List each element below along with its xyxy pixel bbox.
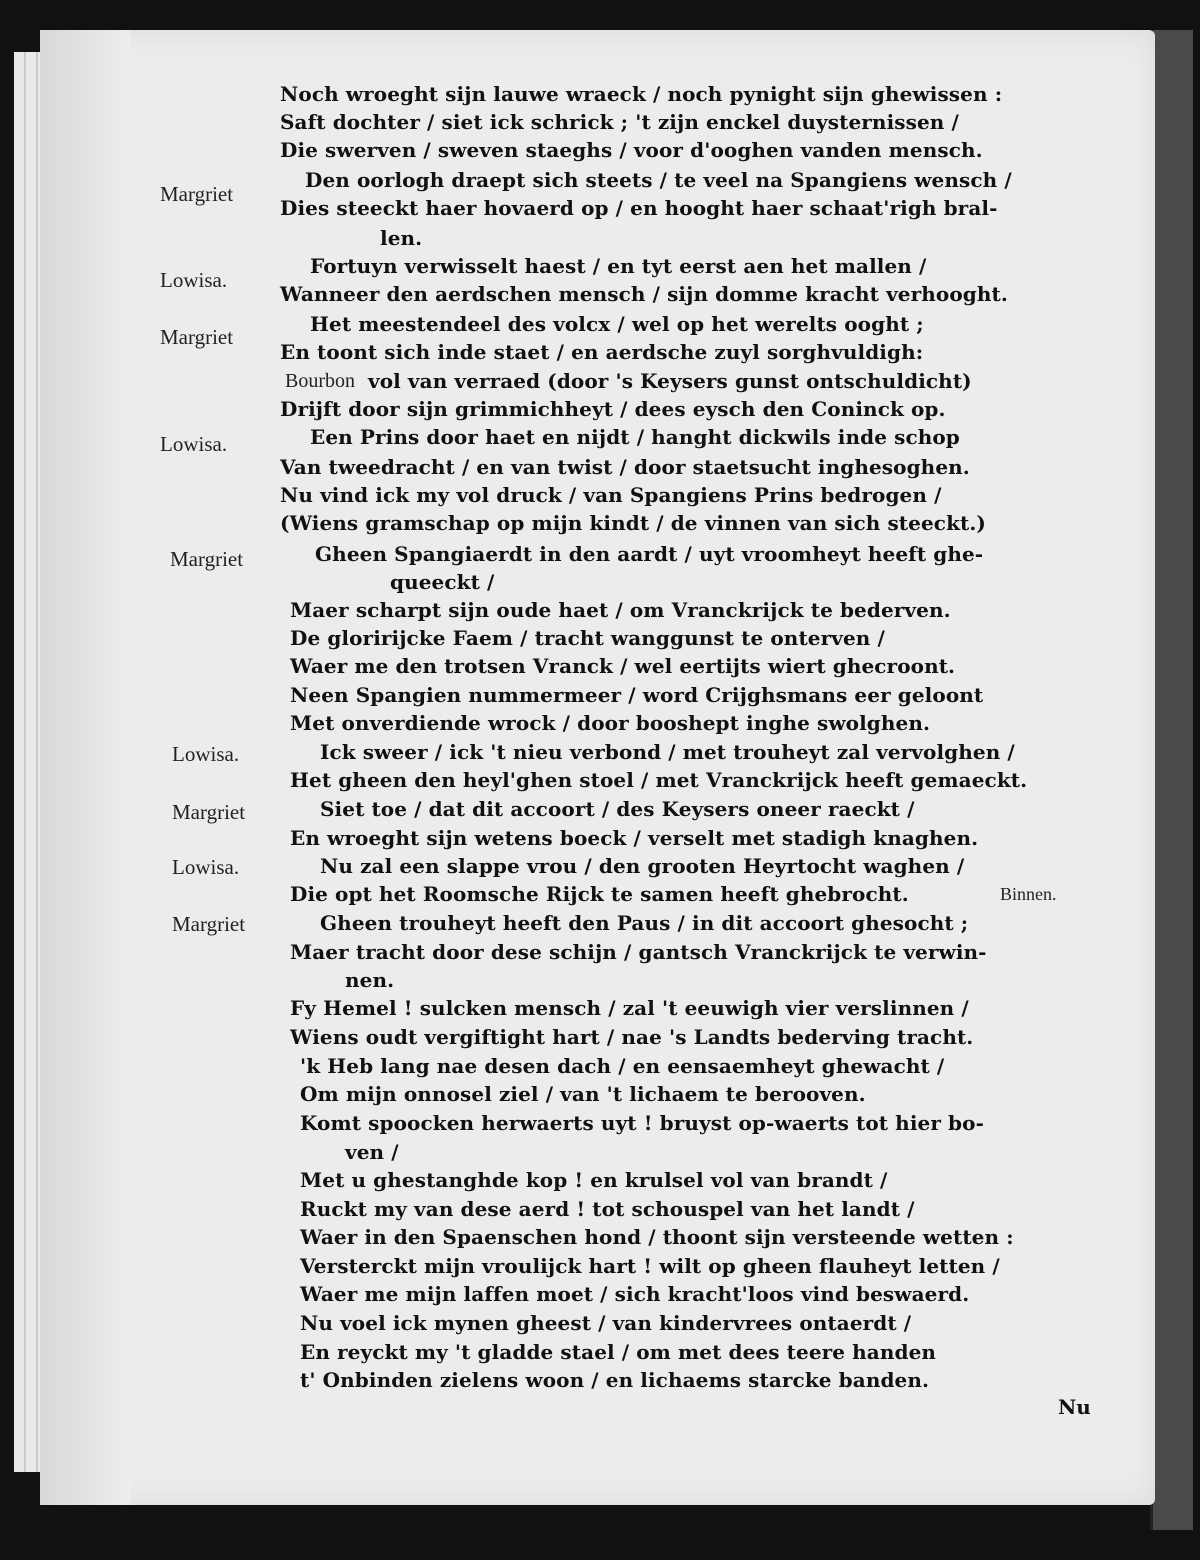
verse-line: Noch wroeght sijn lauwe wraeck / noch pynight sijn ghewissen : [280,82,1003,106]
speaker-label: Lowisa. [160,432,228,456]
verse-line: Die opt het Roomsche Rijck te samen heeft ghebrocht. [290,882,909,906]
verse-line: (Wiens gramschap op mijn kindt / de vinnen van sich steeckt.) [280,511,986,535]
verse-line: Maer scharpt sijn oude haet / om Vranckrijck te bederven. [290,598,951,622]
verse-line: Ruckt my van dese aerd ! tot schouspel van het landt / [300,1197,915,1221]
verse-line: Maer tracht door dese schijn / gantsch Vranckrijck te verwin- [290,940,987,964]
verse-line: Gheen trouheyt heeft den Paus / in dit accoort ghesocht ; [320,911,969,935]
stage-direction: Binnen. [1000,884,1057,904]
verse-line: Waer me mijn laffen moet / sich kracht'loos vind beswaerd. [300,1282,970,1306]
verse-line: Fortuyn verwisselt haest / en tyt eerst aen het mallen / [310,254,927,278]
verse-line: En toont sich inde staet / en aerdsche zuyl sorghvuldigh: [280,340,924,364]
verse-line: Komt spoocken herwaerts uyt ! bruyst op-waerts tot hier bo- [300,1111,984,1135]
speaker-label: Margriet [172,800,246,824]
verse-line: Den oorlogh draept sich steets / te veel na Spangiens wensch / [305,168,1012,192]
verse-line: Het gheen den heyl'ghen stoel / met Vranckrijck heeft gemaeckt. [290,768,1028,792]
verse-line: Waer me den trotsen Vranck / wel eertijts wiert ghecroont. [290,654,956,678]
speaker-label: Lowisa. [160,268,228,292]
verse-line: Nu voel ick mynen gheest / van kindervrees ontaerdt / [300,1311,912,1335]
verse-line: t' Onbinden zielens woon / en lichaems starcke banden. [300,1368,930,1392]
verse-line: Versterckt mijn vroulijck hart ! wilt op gheen flauheyt letten / [300,1254,1000,1278]
verse-line: len. [380,226,423,250]
speaker-label: Bourbon [285,370,355,392]
verse-line: Waer in den Spaenschen hond / thoont sijn versteende wetten : [300,1225,1014,1249]
speaker-label: Margriet [172,912,246,936]
verse-line: Siet toe / dat dit accoort / des Keysers oneer raeckt / [320,797,915,821]
verse-line: Gheen Spangiaerdt in den aardt / uyt vroomheyt heeft ghe- [315,542,984,566]
verse-line: Dies steeckt haer hovaerd op / en hooght haer schaat'righ bral- [280,196,998,220]
verse-line: ven / [345,1140,399,1164]
speaker-label: Lowisa. [172,855,240,879]
verse-line: Om mijn onnosel ziel / van 't lichaem te berooven. [300,1082,866,1106]
verse-line: 'k Heb lang nae desen dach / en eensaemheyt ghewacht / [300,1054,945,1078]
speaker-label: Margriet [160,325,234,349]
verse-line: Met onverdiende wrock / door booshept inghe swolghen. [290,711,931,735]
verse-line: Wiens oudt vergiftight hart / nae 's Landts bederving tracht. [290,1025,974,1049]
verse-line: Met u ghestanghde kop ! en krulsel vol van brandt / [300,1168,888,1192]
verse-line: Die swerven / sweven staeghs / voor d'ooghen vanden mensch. [280,138,983,162]
verse-line: Saft dochter / siet ick schrick ; 't zijn enckel duysternissen / [280,110,959,134]
verse-line: Fy Hemel ! sulcken mensch / zal 't eeuwigh vier verslinnen / [290,996,969,1020]
verse-line: Ick sweer / ick 't nieu verbond / met trouheyt zal vervolghen / [320,740,1015,764]
verse-line: Nu zal een slappe vrou / den grooten Heyrtocht waghen / [320,854,965,878]
verse-line: nen. [345,968,395,992]
verse-line: De gloririjcke Faem / tracht wanggunst te onterven / [290,626,885,650]
verse-line: Wanneer den aerdschen mensch / sijn domme kracht verhooght. [280,282,1008,306]
speaker-label: Margriet [160,182,234,206]
verse-line: Nu vind ick my vol druck / van Spangiens Prins bedrogen / [280,483,942,507]
verse-line: Het meestendeel des volcx / wel op het werelts ooght ; [310,312,924,336]
catchword: Nu [1058,1395,1091,1419]
verse-line: queeckt / [390,570,495,594]
verse-line: Een Prins door haet en nijdt / hanght dickwils inde schop [310,425,960,449]
verse-line: vol van verraed (door 's Keysers gunst ontschuldicht) [368,369,972,393]
verse-line: Drijft door sijn grimmichheyt / dees eysch den Coninck op. [280,397,946,421]
verse-line: En wroeght sijn wetens boeck / verselt met stadigh knaghen. [290,826,979,850]
speaker-label: Lowisa. [172,742,240,766]
verse-line: En reyckt my 't gladde stael / om met dees teere handen [300,1340,937,1364]
verse-line: Neen Spangien nummermeer / word Crijghsmans eer geloont [290,683,984,707]
speaker-label: Margriet [170,547,244,571]
verse-line: Van tweedracht / en van twist / door staetsucht inghesoghen. [280,455,970,479]
